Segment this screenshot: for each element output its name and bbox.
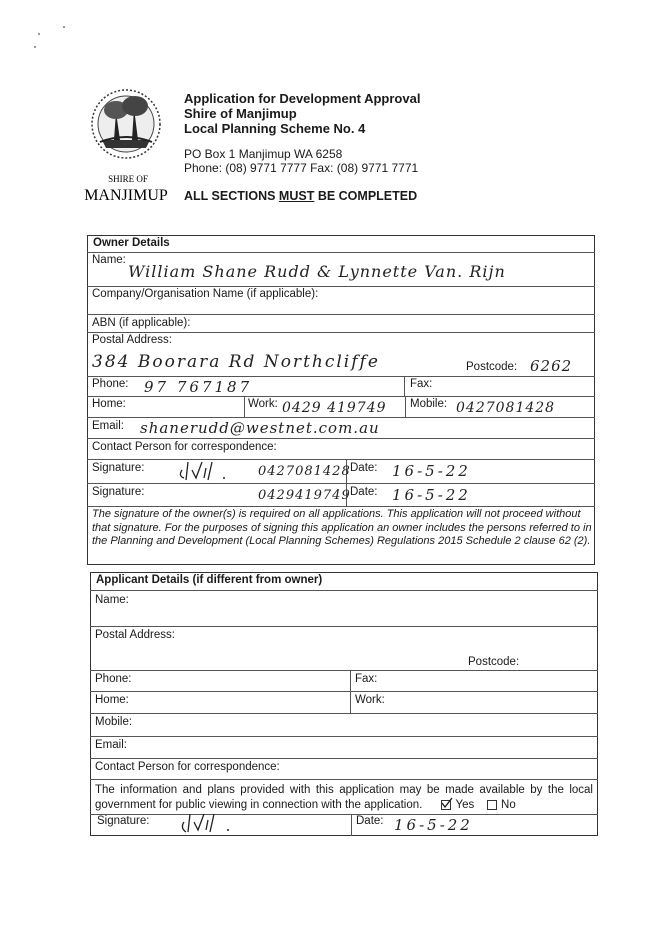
rule	[90, 670, 598, 671]
form-header	[184, 91, 420, 136]
rule	[87, 438, 595, 439]
yes-checkbox[interactable]	[441, 800, 451, 810]
public-viewing-declaration	[95, 783, 593, 813]
rule	[90, 779, 598, 780]
owner-signature2-label: Signature:	[92, 486, 145, 498]
applicant-email-label: Email:	[95, 739, 127, 751]
owner-name-value[interactable]: William Shane Rudd & Lynnette Van. Rijn	[128, 262, 506, 281]
owner-signature-note: The signature of the owner(s) is required on all applications. This application will not proceed without that signature. For the purposes of signing this application an owner includes the persons referred to in the Planning and Development (Local Planning Schemes) Regulations 2015 Schedule 2 clause 62 (2).	[92, 508, 592, 547]
rule	[351, 814, 352, 836]
owner-phone-label: Phone:	[92, 378, 129, 390]
applicant-phone-label: Phone:	[95, 673, 132, 685]
rule	[90, 758, 598, 759]
owner-mobile-value[interactable]: 0427081428	[456, 400, 556, 416]
rule	[87, 332, 595, 333]
rule	[87, 252, 595, 253]
owner-abn-label: ABN (if applicable):	[92, 317, 191, 329]
owner-date1-value[interactable]: 16-5-22	[392, 462, 471, 480]
must-word: MUST	[278, 189, 315, 203]
rule	[87, 506, 595, 507]
scan-speck	[34, 46, 36, 48]
rule	[90, 590, 598, 591]
rule	[404, 376, 405, 396]
applicant-postcode-label: Postcode:	[468, 656, 520, 668]
rule	[87, 483, 595, 484]
applicant-date-value[interactable]: 16-5-22	[394, 816, 473, 834]
owner-home-label: Home:	[92, 398, 126, 410]
owner-name-label: Name:	[92, 254, 126, 266]
applicant-mobile-label: Mobile:	[95, 716, 133, 728]
applicant-name-label: Name:	[95, 594, 129, 606]
logo-shire-of: SHIRE OF	[108, 174, 148, 184]
owner-postal-label: Postal Address:	[92, 334, 172, 346]
scheme-name: Local Planning Scheme No. 4	[184, 121, 366, 136]
owner-phone-value[interactable]: 97 767187	[144, 378, 253, 396]
owner-signature1-number: 0427081428	[258, 464, 351, 479]
rule	[405, 396, 406, 417]
rule	[90, 736, 598, 737]
rule	[90, 691, 598, 692]
yes-label: Yes	[455, 799, 475, 811]
logo-name: MANJIMUP	[84, 187, 168, 202]
applicant-work-label: Work:	[355, 694, 385, 706]
applicant-home-label: Home:	[95, 694, 129, 706]
no-checkbox[interactable]	[487, 800, 497, 810]
rule	[87, 314, 595, 315]
po-box: PO Box 1 Manjimup WA 6258	[184, 147, 343, 161]
owner-date1-label: Date:	[350, 462, 378, 474]
owner-contact-label: Contact Person for correspondence:	[92, 441, 277, 453]
owner-fax-label: Fax:	[410, 378, 433, 390]
owner-email-value[interactable]: shanerudd@westnet.com.au	[140, 419, 380, 437]
rule	[90, 713, 598, 714]
owner-signature2-number: 0429419749	[258, 488, 351, 503]
applicant-signature-label: Signature:	[97, 815, 150, 827]
no-label: No	[501, 799, 516, 811]
owner-company-label: Company/Organisation Name (if applicable):	[92, 288, 319, 300]
phone-fax: Phone: (08) 9771 7777 Fax: (08) 9771 7771	[184, 161, 419, 175]
owner-postal-value[interactable]: 384 Boorara Rd Northcliffe	[92, 352, 380, 372]
owner-date2-value[interactable]: 16-5-22	[392, 486, 471, 504]
rule	[87, 417, 595, 418]
owner-mobile-label: Mobile:	[410, 398, 448, 410]
owner-postcode-label: Postcode:	[466, 361, 518, 373]
must-pre: ALL SECTIONS	[184, 189, 279, 203]
rule	[350, 670, 351, 713]
shire-logo	[80, 82, 176, 202]
owner-date2-label: Date:	[350, 486, 378, 498]
applicant-section-title: Applicant Details (if different from owner)	[96, 574, 323, 586]
declaration-text: The information and plans provided with this application may be made available by the local government for public viewing in connection with the application.	[95, 784, 593, 811]
rule	[90, 626, 598, 627]
rule	[87, 286, 595, 287]
check-icon	[441, 797, 453, 809]
applicant-fax-label: Fax:	[355, 673, 378, 685]
form-title: Application for Development Approval	[184, 91, 421, 106]
scan-speck	[63, 26, 65, 28]
rule	[87, 459, 595, 460]
owner-signature1-label: Signature:	[92, 462, 145, 474]
owner-email-label: Email:	[92, 420, 124, 432]
owner-work-value[interactable]: 0429 419749	[282, 400, 387, 416]
must-post: BE COMPLETED	[314, 189, 418, 203]
owner-signature1-mark	[172, 458, 242, 484]
owner-work-label: Work:	[248, 398, 278, 410]
contact-info	[184, 147, 418, 175]
all-sections-notice	[184, 189, 417, 203]
applicant-contact-label: Contact Person for correspondence:	[95, 761, 280, 773]
owner-section-title: Owner Details	[93, 237, 170, 249]
applicant-postal-label: Postal Address:	[95, 629, 175, 641]
applicant-date-label: Date:	[356, 815, 384, 827]
rule	[244, 396, 245, 417]
rule	[87, 376, 595, 377]
applicant-signature-mark	[176, 810, 246, 836]
scan-speck	[38, 33, 40, 35]
shire-name: Shire of Manjimup	[184, 106, 297, 121]
owner-postcode-value[interactable]: 6262	[530, 357, 573, 375]
rule	[87, 396, 595, 397]
rule	[90, 814, 598, 815]
